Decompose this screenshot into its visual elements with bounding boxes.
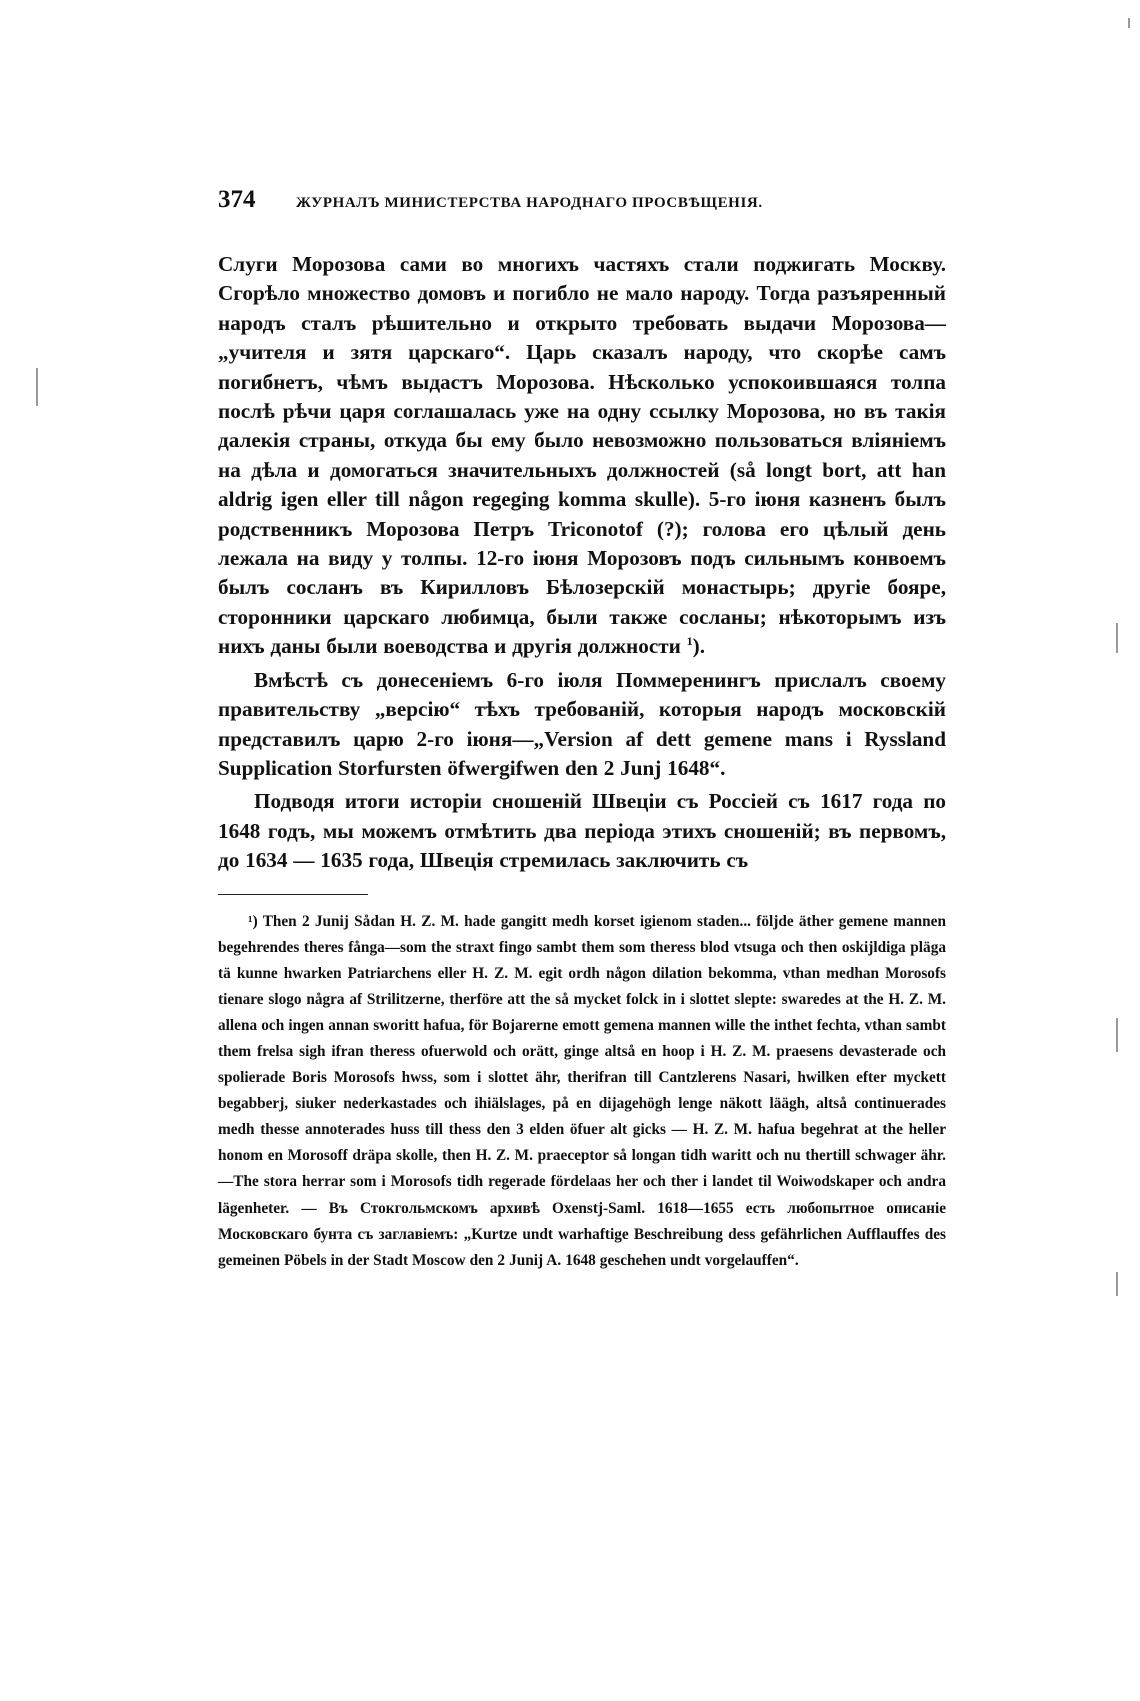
scan-edge-mark: [1116, 1018, 1118, 1052]
scan-edge-mark: [1128, 18, 1130, 28]
paragraph-1-end: ).: [692, 634, 706, 659]
paragraph-2: Вмѣстѣ съ донесеніемъ 6-го іюля Поммеренингъ прислалъ своему правительству „версію“ тѣхъ требованій, которыя народъ московскій представилъ царю 2-го іюня—„Version af dett gemene mans i Ryssland Supplication Storfursten öfwergifwen den 2 Junj 1648“.: [218, 667, 946, 780]
paragraph-1: [218, 250, 946, 662]
scan-edge-mark: [1116, 623, 1118, 653]
page-content: [218, 186, 946, 1274]
journal-title: ЖУРНАЛЪ МИНИСТЕРСТВА НАРОДНАГО ПРОСВѢЩЕНІЯ.: [296, 195, 763, 211]
page-number: 374: [218, 186, 256, 213]
footnote-marker: ¹): [248, 912, 258, 930]
body-text: [218, 250, 946, 876]
scan-edge-mark: [1116, 1272, 1118, 1296]
footnote-1: [218, 909, 946, 1274]
footnote-text: Then 2 Junij Sådan H. Z. M. hade gangitt medh korset igienom staden... följde äther gemene mannen begehrendes theres fånga—som the straxt fingo sambt them som theress blod vtsuga och then oskijldiga pläga tä kunne hwarken Patriarchens eller H. Z. M. egit ordh någon dilation bekomma, vthan medhan Morosofs tienare slogo några af Strilitzerne, therföre att the så mycket folck in i slottet slepte: swaredes at the H. Z. M. allena och ingen annan sworitt hafua, för Bojarerne emott gemena mannen wille the inthet fechta, vthan sambt them frelsa sigh ifran theress ofuerwold och orätt, ginge altså en hoop i H. Z. M. praesens devasterade och spolierade Boris Morosofs hwss, som i slottet ähr, therifran till Cantzlerens Nasari, hwilken efter myckett begabberj, siuker nederkastades och ihiälslages, på en dijagehögh lenge näkott läägh, altså continuerades medh thesse annoterades huss till thess den 3 elden öfuer alt gicks — H. Z. M. hafua begehrat at the heller honom en Morosoff dräpa skolle, then H. Z. M. praeceptor så longan tidh waritt och nu thertill schwager ähr.—The stora herrar som i Morosofs tidh regerade fördelaas her och ther i landet til Woiwodskaper och andra lägenheter. — Въ Стокгольмскомъ архивѣ Oxenstj-Saml. 1618—1655 есть любопытное описаніе Московскаго бунта съ заглавіемъ: „Kurtze undt warhaftige Beschreibung dess gefährlichen Aufflauffes des gemeinen Pöbels in der Stadt Moscow den 2 Junij A. 1648 geschehen undt vorgelauffen“.: [218, 912, 946, 1269]
running-head: [218, 186, 946, 216]
footnote-divider: [218, 894, 368, 895]
paragraph-1-text: Слуги Морозова сами во многихъ частяхъ стали поджигать Москву. Сгорѣло множество домовъ и погибло не мало народу. Тогда разъяренный народъ сталъ рѣшительно и открыто требовать выдачи Морозова—„учителя и зятя царскаго“. Царь сказалъ народу, что скорѣе самъ погибнетъ, чѣмъ выдастъ Морозова. Нѣсколько успокоившаяся толпа послѣ рѣчи царя соглашалась уже на одну ссылку Морозова, но въ такія далекія страны, откуда бы ему было невозможно пользоваться вліяніемъ на дѣла и домогаться значительныхъ должностей (så longt bort, att han aldrig igen eller till någon regeging komma skulle). 5-го іюня казненъ былъ родственникъ Морозова Петръ Triconotof (?); голова его цѣлый день лежала на виду у толпы. 12-го іюня Морозовъ подъ сильнымъ конвоемъ былъ сосланъ въ Кирилловъ Бѣлозерскій монастырь; другіе бояре, сторонники царскаго любимца, были также сосланы; нѣкоторымъ изъ нихъ даны были воеводства и другія должности: [218, 252, 946, 659]
footnotes: [218, 909, 946, 1274]
scan-edge-mark: [36, 368, 38, 406]
paragraph-3: Подводя итоги исторіи сношеній Швеціи съ Россіей съ 1617 года по 1648 годъ, мы можемъ отмѣтить два періода этихъ сношеній; въ первомъ, до 1634 — 1635 года, Швеція стремилась заключить съ: [218, 789, 946, 873]
footnote-reference: 1: [686, 634, 693, 649]
